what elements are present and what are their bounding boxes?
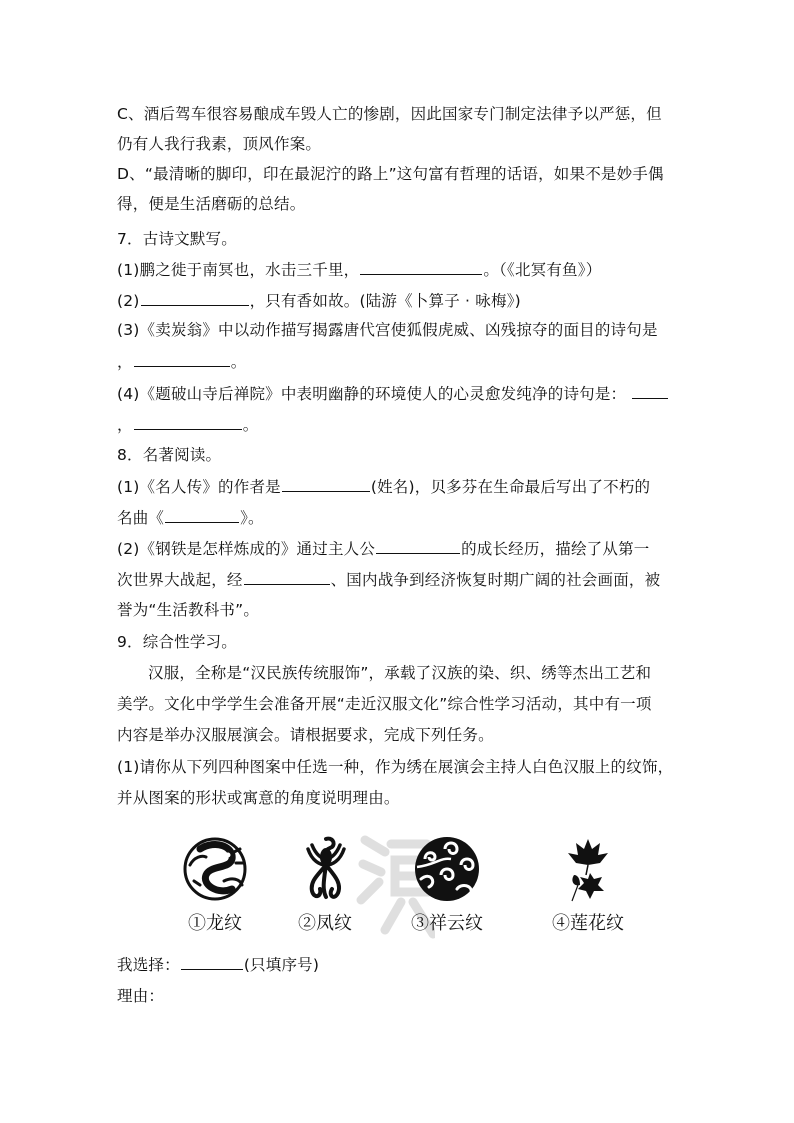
q8-item-2-text-d: 、国内战争到经济恢复时期广阔的社会画面，被 <box>330 571 661 589</box>
q9-task-1-line-2: 并从图案的形状或寓意的角度说明理由。 <box>117 789 400 807</box>
q7-item-2-blank[interactable] <box>141 290 249 306</box>
q7-item-4-text: (4)《题破山寺后禅院》中表明幽静的环境使人的心灵愈发纯净的诗句是： <box>117 385 627 403</box>
pattern-figures <box>160 835 640 945</box>
q8-item-1-text-a: (1)《名人传》的作者是 <box>117 478 281 496</box>
pattern-label-4: ④莲花纹 <box>552 913 624 934</box>
q7-item-4-line-1 <box>117 383 669 404</box>
auspicious-cloud-pattern-icon <box>411 835 483 903</box>
reason-label: 理由： <box>117 987 165 1005</box>
q7-item-2 <box>117 290 521 311</box>
q8-author-blank[interactable] <box>282 476 370 492</box>
q7-item-2-prefix: (2) <box>117 292 140 310</box>
q8-item-2-line-2 <box>117 569 660 590</box>
q8-item-2-line-1 <box>117 538 649 559</box>
q8-item-2-text-a: (2)《钢铁是怎样炼成的》通过主人公 <box>117 540 376 558</box>
q7-item-4-blank-b[interactable] <box>134 414 242 430</box>
q7-item-3-line-2 <box>117 351 246 372</box>
q7-item-3-blank[interactable] <box>134 351 230 367</box>
option-d-line-1: D、“最清晰的脚印，印在最泥泞的路上”这句富有哲理的话语，如果不是妙手偶 <box>117 165 664 183</box>
question-9-title: 9．综合性学习。 <box>117 633 237 651</box>
pattern-label-1: ①龙纹 <box>188 913 242 934</box>
lotus-pattern-icon <box>566 835 610 903</box>
q9-intro-line-1: 汉服，全称是“汉民族传统服饰”，承载了汉族的染、织、绣等杰出工艺和 <box>148 664 652 682</box>
q7-item-4-line-2 <box>117 414 258 435</box>
q8-item-1-text-d: 》。 <box>240 509 264 527</box>
option-c-line-2: 仍有人我行我素，顶风作案。 <box>117 135 322 153</box>
q7-item-1-text: (1)鹏之徙于南冥也，水击三千里， <box>117 261 360 279</box>
q8-item-1-line-2 <box>117 507 264 528</box>
q8-item-2-line-3: 誉为“生活教科书”。 <box>117 601 260 619</box>
choice-hint: (只填序号) <box>243 956 320 974</box>
pattern-label-2: ②凤纹 <box>298 913 352 934</box>
question-7-title: 7．古诗文默写。 <box>117 230 237 248</box>
q9-task-1-line-1: (1)请你从下列四种图案中任选一种，作为绣在展演会主持人白色汉服上的纹饰， <box>117 758 674 776</box>
pattern-option-1[interactable] <box>160 835 270 935</box>
q7-item-1-blank[interactable] <box>360 259 482 275</box>
dragon-pattern-icon <box>180 835 250 903</box>
q7-item-3-period: 。 <box>230 353 247 371</box>
pattern-label-3: ③祥云纹 <box>411 913 483 934</box>
pattern-option-2[interactable] <box>285 835 365 935</box>
q8-item-1-text-b: (姓名)，贝多芬在生命最后写出了不朽的 <box>370 478 651 496</box>
choice-blank[interactable] <box>181 954 243 970</box>
q8-item-2-text-c: 次世界大战起，经 <box>117 571 243 589</box>
pattern-option-3[interactable] <box>392 835 502 935</box>
q7-item-1 <box>117 259 601 280</box>
option-d-line-2: 得，便是生活磨砺的总结。 <box>117 195 306 213</box>
q7-item-2-text: ，只有香如故。(陆游《卜算子 · 咏梅》) <box>249 292 521 310</box>
q7-item-4-period: 。 <box>242 416 259 434</box>
q9-intro-line-2: 美学。文化中学学生会准备开展“走近汉服文化”综合性学习活动，其中有一项 <box>117 695 652 713</box>
pattern-option-4[interactable] <box>538 835 638 935</box>
q7-item-3-line-1: (3)《卖炭翁》中以动作描写揭露唐代宫使狐假虎威、凶残掠夺的面目的诗句是 <box>117 321 658 339</box>
q8-item-2-text-b: 的成长经历，描绘了从第一 <box>461 540 650 558</box>
q7-item-3-comma: ， <box>117 353 133 371</box>
q8-protagonist-blank[interactable] <box>376 538 460 554</box>
q8-event-blank[interactable] <box>244 569 330 585</box>
question-8-title: 8．名著阅读。 <box>117 446 222 464</box>
option-c-line-1: C、酒后驾车很容易酿成车毁人亡的惨剧，因此国家专门制定法律予以严惩，但 <box>117 105 662 123</box>
q7-item-4-blank-a[interactable] <box>632 383 668 399</box>
choice-label: 我选择： <box>117 956 180 974</box>
q9-intro-line-3: 内容是举办汉服展演会。请根据要求，完成下列任务。 <box>117 726 494 744</box>
q8-music-blank[interactable] <box>165 507 239 523</box>
choice-line <box>117 954 319 975</box>
q7-item-4-comma: ， <box>117 416 133 434</box>
q8-item-1-text-c: 名曲《 <box>117 509 165 527</box>
q8-item-1-line-1 <box>117 476 650 497</box>
q7-item-1-source: 。（《北冥有鱼》） <box>483 261 602 279</box>
phoenix-pattern-icon <box>302 835 348 903</box>
